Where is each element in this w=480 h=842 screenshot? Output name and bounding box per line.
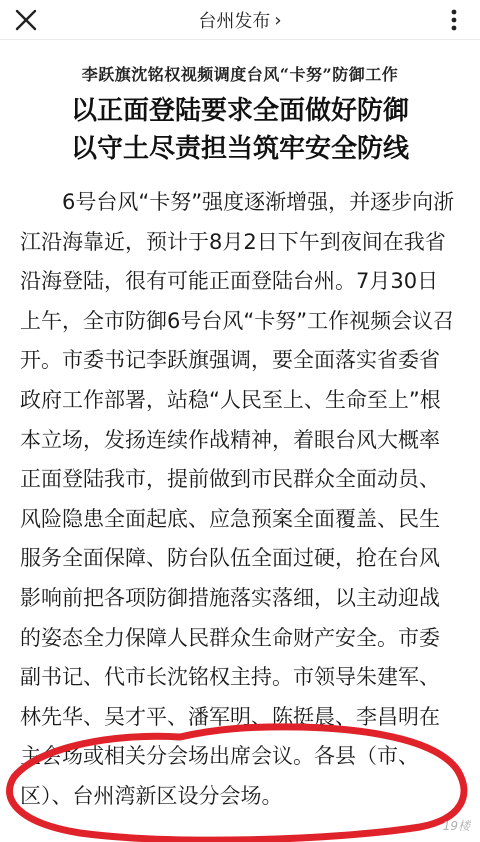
more-options-button[interactable] [440, 6, 468, 34]
body-line: 沿海登陆，很有可能正面登陆台州。7月30日 [20, 269, 439, 294]
body-line: 正面登陆我市，提前做到市民群众全面动员、 [20, 467, 440, 492]
body-line: 6号台风“卡努”强度逐渐增强，并逐步向浙 [62, 190, 455, 214]
body-line: 开。市委书记李跃旗强调，要全面落实省委省 [20, 348, 440, 373]
headline-line: 以守土尽责担当筑牢安全防线 [70, 134, 409, 164]
article-headline [0, 92, 480, 168]
body-line: 影响前把各项防御措施落实落细，以主动迎战 [20, 585, 440, 610]
watermark-logo: 19楼 [442, 819, 470, 833]
top-navigation-bar [0, 0, 480, 40]
body-line: 主会场或相关分会场出席会议。各县（市、 [20, 744, 419, 769]
account-title: 台州发布 [198, 11, 271, 32]
more-vertical-icon [440, 6, 468, 34]
body-line: 风险隐患全面起底、应急预案全面覆盖、民生 [20, 506, 440, 531]
body-line: 林先华、吴才平、潘军明、陈挺晨、李昌明在 [20, 704, 440, 729]
body-line: 的姿态全力保障人民群众生命财产安全。市委 [20, 625, 440, 650]
body-line: 区）、台州湾新区设分会场。 [20, 783, 283, 808]
body-line: 本立场，发扬连续作战精神，着眼台风大概率 [20, 427, 440, 452]
article-subtitle: 李跃旗沈铭权视频调度台风“卡努”防御工作 [81, 65, 399, 84]
chevron-right-icon: › [274, 9, 282, 31]
body-line: 副书记、代市长沈铭权主持。市领导朱建军、 [20, 665, 440, 690]
body-line: 政府工作部署，站稳“人民至上、生命至上”根 [20, 387, 441, 412]
body-line: 上午，全市防御6号台风“卡努”工作视频会议召 [20, 308, 455, 333]
headline-line: 以正面登陆要求全面做好防御 [70, 96, 409, 126]
article-body [20, 183, 460, 817]
account-title-link[interactable] [0, 0, 480, 40]
body-line: 服务全面保障、防台队伍全面过硬，抢在台风 [20, 546, 440, 571]
body-line: 江沿海靠近，预计于8月2日下午到夜间在我省 [20, 229, 446, 254]
